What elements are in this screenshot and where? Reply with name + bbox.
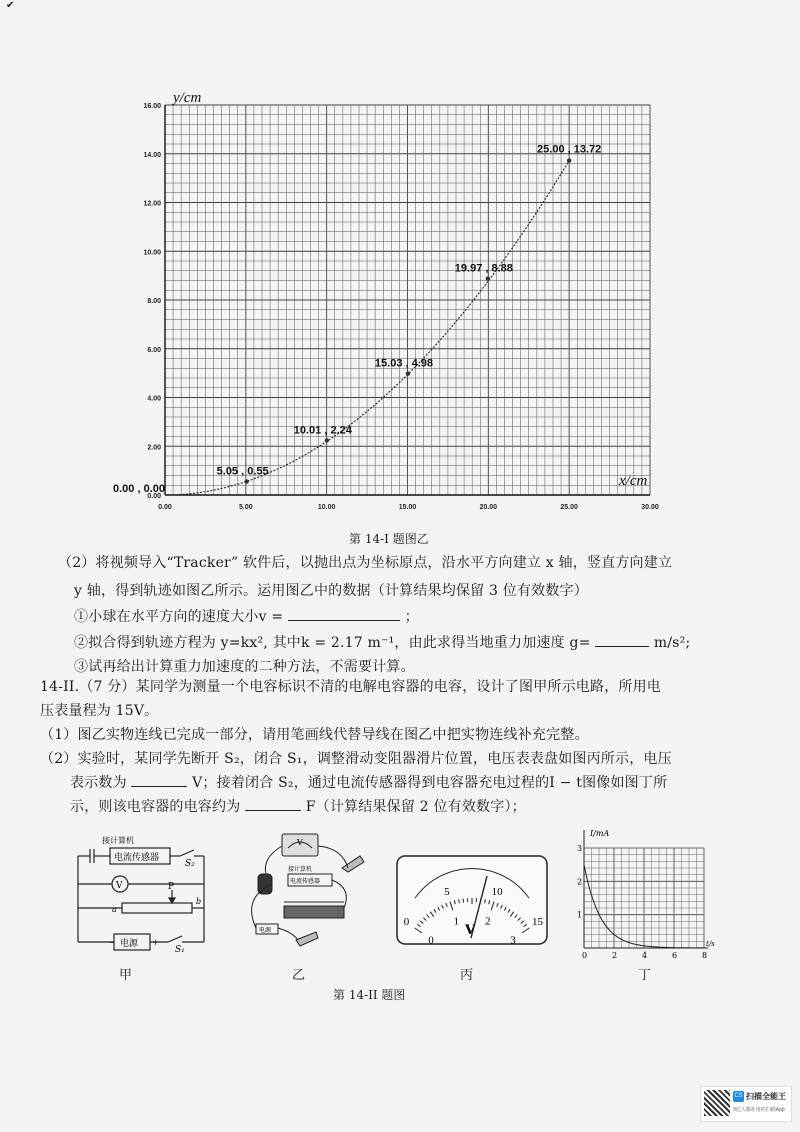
question-1 xyxy=(74,606,419,626)
answer-blank-gravity[interactable] xyxy=(595,632,649,647)
part-2-block xyxy=(58,552,778,682)
figure-1-caption: 第 14-I 题图乙 xyxy=(349,532,429,546)
capacitance-prefix: 示，则该电容器的电容约为 xyxy=(70,799,241,815)
dial-upper-label: 0 xyxy=(403,916,410,929)
x-tick-label: 25.00 xyxy=(560,504,578,511)
voltage-reading-prefix: 表示数为 xyxy=(70,775,127,791)
subfig-label-jia: 甲 xyxy=(119,968,133,983)
x-tick-label: 20.00 xyxy=(479,504,498,511)
section-2-q2-line-2 xyxy=(70,772,667,792)
rheostat xyxy=(122,903,192,913)
circuit-diagram xyxy=(72,832,222,955)
apparatus-sensor-label: 电流传感器 xyxy=(290,878,321,885)
it-x-tick: 4 xyxy=(642,951,648,960)
s2-label: S₂ xyxy=(185,859,195,869)
question-3: ③试再给出计算重力加速度的二种方法，不需要计算。 xyxy=(74,659,415,675)
dial-lower-label: 1 xyxy=(453,915,460,928)
data-point xyxy=(406,371,410,375)
s1-label: S₁ xyxy=(175,945,185,955)
switch-device-1 xyxy=(342,856,364,872)
question-2 xyxy=(74,632,690,652)
cs-badge: CS xyxy=(733,1091,744,1102)
it-x-tick: 8 xyxy=(702,951,708,960)
it-x-label: t/s xyxy=(706,940,715,948)
trajectory-chart xyxy=(113,85,660,525)
dial-tick xyxy=(463,899,464,903)
chart-y-label: y/cm xyxy=(173,90,202,106)
subfig-label-yi: 乙 xyxy=(292,968,306,983)
y-tick-label: 2.00 xyxy=(147,444,161,452)
qr-code xyxy=(704,1090,730,1116)
x-tick-label: 5.00 xyxy=(239,504,253,511)
y-tick-label: 0.00 xyxy=(147,493,161,500)
minus-label: − xyxy=(108,938,115,947)
corner-check-mark: ✔ xyxy=(6,0,15,11)
chart-ticks xyxy=(143,103,658,511)
question-1-text: ①小球在水平方向的速度大小v = xyxy=(74,609,284,625)
scanner-watermark xyxy=(700,1086,792,1122)
computer-label: 接计算机 xyxy=(102,836,134,845)
current-time-graph xyxy=(568,826,718,962)
data-point xyxy=(567,158,571,162)
section-2-q2-line-3 xyxy=(70,796,526,816)
x-tick-label: 10.00 xyxy=(317,504,336,511)
section-2-q1: （1）图乙实物连线已完成一部分，请用笔画线代替导线在图乙中把实物连线补充完整。 xyxy=(40,727,589,743)
data-point-label: 10.01 , 2.24 xyxy=(293,424,352,437)
y-tick-label: 6.00 xyxy=(147,346,161,354)
question-1-end: ； xyxy=(404,609,419,625)
dial-lower-label: 3 xyxy=(510,934,516,947)
dial-lower-label: 2 xyxy=(484,915,491,928)
rheostat-device xyxy=(284,906,344,918)
dial-upper-label: 15 xyxy=(532,916,544,929)
it-x-tick: 6 xyxy=(672,951,678,960)
x-tick-label: 15.00 xyxy=(398,504,417,511)
figure-2-caption: 第 14-II 题图 xyxy=(333,988,406,1002)
b-label: b xyxy=(196,897,202,906)
chart-x-label: x/cm xyxy=(619,473,648,489)
it-y-tick: 2 xyxy=(577,877,583,887)
it-x-tick: 0 xyxy=(582,951,588,960)
voltmeter-v-label: V xyxy=(116,881,123,891)
question-2-text: ②拟合得到轨迹方程为 y=kx², 其中k = 2.17 m⁻¹，由此求得当地重力加速度 g= xyxy=(74,635,591,651)
switch-device-2 xyxy=(296,932,318,946)
it-x-tick: 2 xyxy=(612,951,618,960)
apparatus-drawing xyxy=(232,828,382,956)
apparatus-source-label: 电源 xyxy=(259,927,272,934)
subfig-label-ding: 丁 xyxy=(638,968,652,983)
source-label: 电源 xyxy=(120,939,139,949)
y-tick-label: 8.00 xyxy=(147,298,161,305)
section-2-title-line-2: 压表量程为 15V。 xyxy=(40,703,159,719)
dial-upper-label: 5 xyxy=(444,886,450,899)
dial-upper-label: 10 xyxy=(491,886,503,899)
section-2-title-line-1: 14-II.（7 分）某同学为测量一个电容标识不清的电解电容器的电容，设计了图甲所示电路，所用电 xyxy=(40,679,662,695)
data-point-label: 25.00 , 13.72 xyxy=(537,143,602,156)
subfig-label-bing: 丙 xyxy=(460,968,474,983)
dial-lower-label: 0 xyxy=(428,934,434,947)
capacitance-suffix: F（计算结果保留 2 位有效数字）； xyxy=(305,799,526,815)
it-y-label: I/mA xyxy=(590,829,610,838)
answer-blank-voltage[interactable] xyxy=(131,772,187,787)
plus-label: + xyxy=(152,938,159,947)
apparatus-meter-label: V xyxy=(297,838,303,847)
scanner-name: 扫描全能王 xyxy=(746,1092,786,1101)
it-y-tick: 1 xyxy=(577,910,583,920)
scanner-tagline: 3亿人都在用的扫描App xyxy=(733,1107,785,1113)
voltage-reading-suffix: V；接着闭合 S₂，通过电流传感器得到电容器充电过程的I − t图像如图丁所 xyxy=(192,775,668,791)
y-tick-label: 16.00 xyxy=(143,103,161,110)
voltmeter-dial xyxy=(393,852,553,952)
it-y-tick: 3 xyxy=(577,844,583,853)
dial-unit: V xyxy=(465,923,476,938)
section-14-ii xyxy=(40,676,780,826)
a-label: a xyxy=(112,905,117,914)
data-point xyxy=(325,438,329,442)
p-label: P xyxy=(168,882,175,892)
answer-blank-velocity[interactable] xyxy=(288,606,400,621)
part-2-line-2: y 轴，得到轨迹如图乙所示。运用图乙中的数据（计算结果均保留 3 位有效数字） xyxy=(74,583,588,599)
y-tick-label: 10.00 xyxy=(143,249,161,257)
switch-s2 xyxy=(180,850,194,856)
y-tick-label: 14.00 xyxy=(143,151,161,159)
data-point xyxy=(486,276,490,280)
chart-grid xyxy=(165,105,650,495)
apparatus-computer-label: 接计算机 xyxy=(288,866,313,873)
switch-s1 xyxy=(168,936,182,942)
data-point-label: 0.00 , 0.00 xyxy=(113,483,165,495)
data-point-label: 15.03 , 4.98 xyxy=(374,357,434,370)
y-tick-label: 4.00 xyxy=(147,395,161,403)
data-point xyxy=(244,479,248,483)
data-point-label: 19.97 , 8.88 xyxy=(454,262,513,275)
section-2-q2-line-1: （2）实验时，某同学先断开 S₂，闭合 S₁，调整滑动变阻器滑片位置，电压表表盘如图丙所示，电压 xyxy=(40,751,672,767)
data-point-label: 5.05 , 0.55 xyxy=(216,465,269,478)
sensor-label: 电流传感器 xyxy=(114,853,160,863)
x-tick-label: 30.00 xyxy=(641,504,659,511)
y-tick-label: 12.00 xyxy=(143,200,161,208)
x-tick-label: 0.00 xyxy=(158,504,172,511)
part-2-line-1: （2）将视频导入“Tracker” 软件后，以抛出点为坐标原点，沿水平方向建立 x 轴，竖直方向建立 xyxy=(58,555,673,571)
answer-blank-capacitance[interactable] xyxy=(245,796,301,811)
question-2-unit: m/s²; xyxy=(653,635,691,651)
